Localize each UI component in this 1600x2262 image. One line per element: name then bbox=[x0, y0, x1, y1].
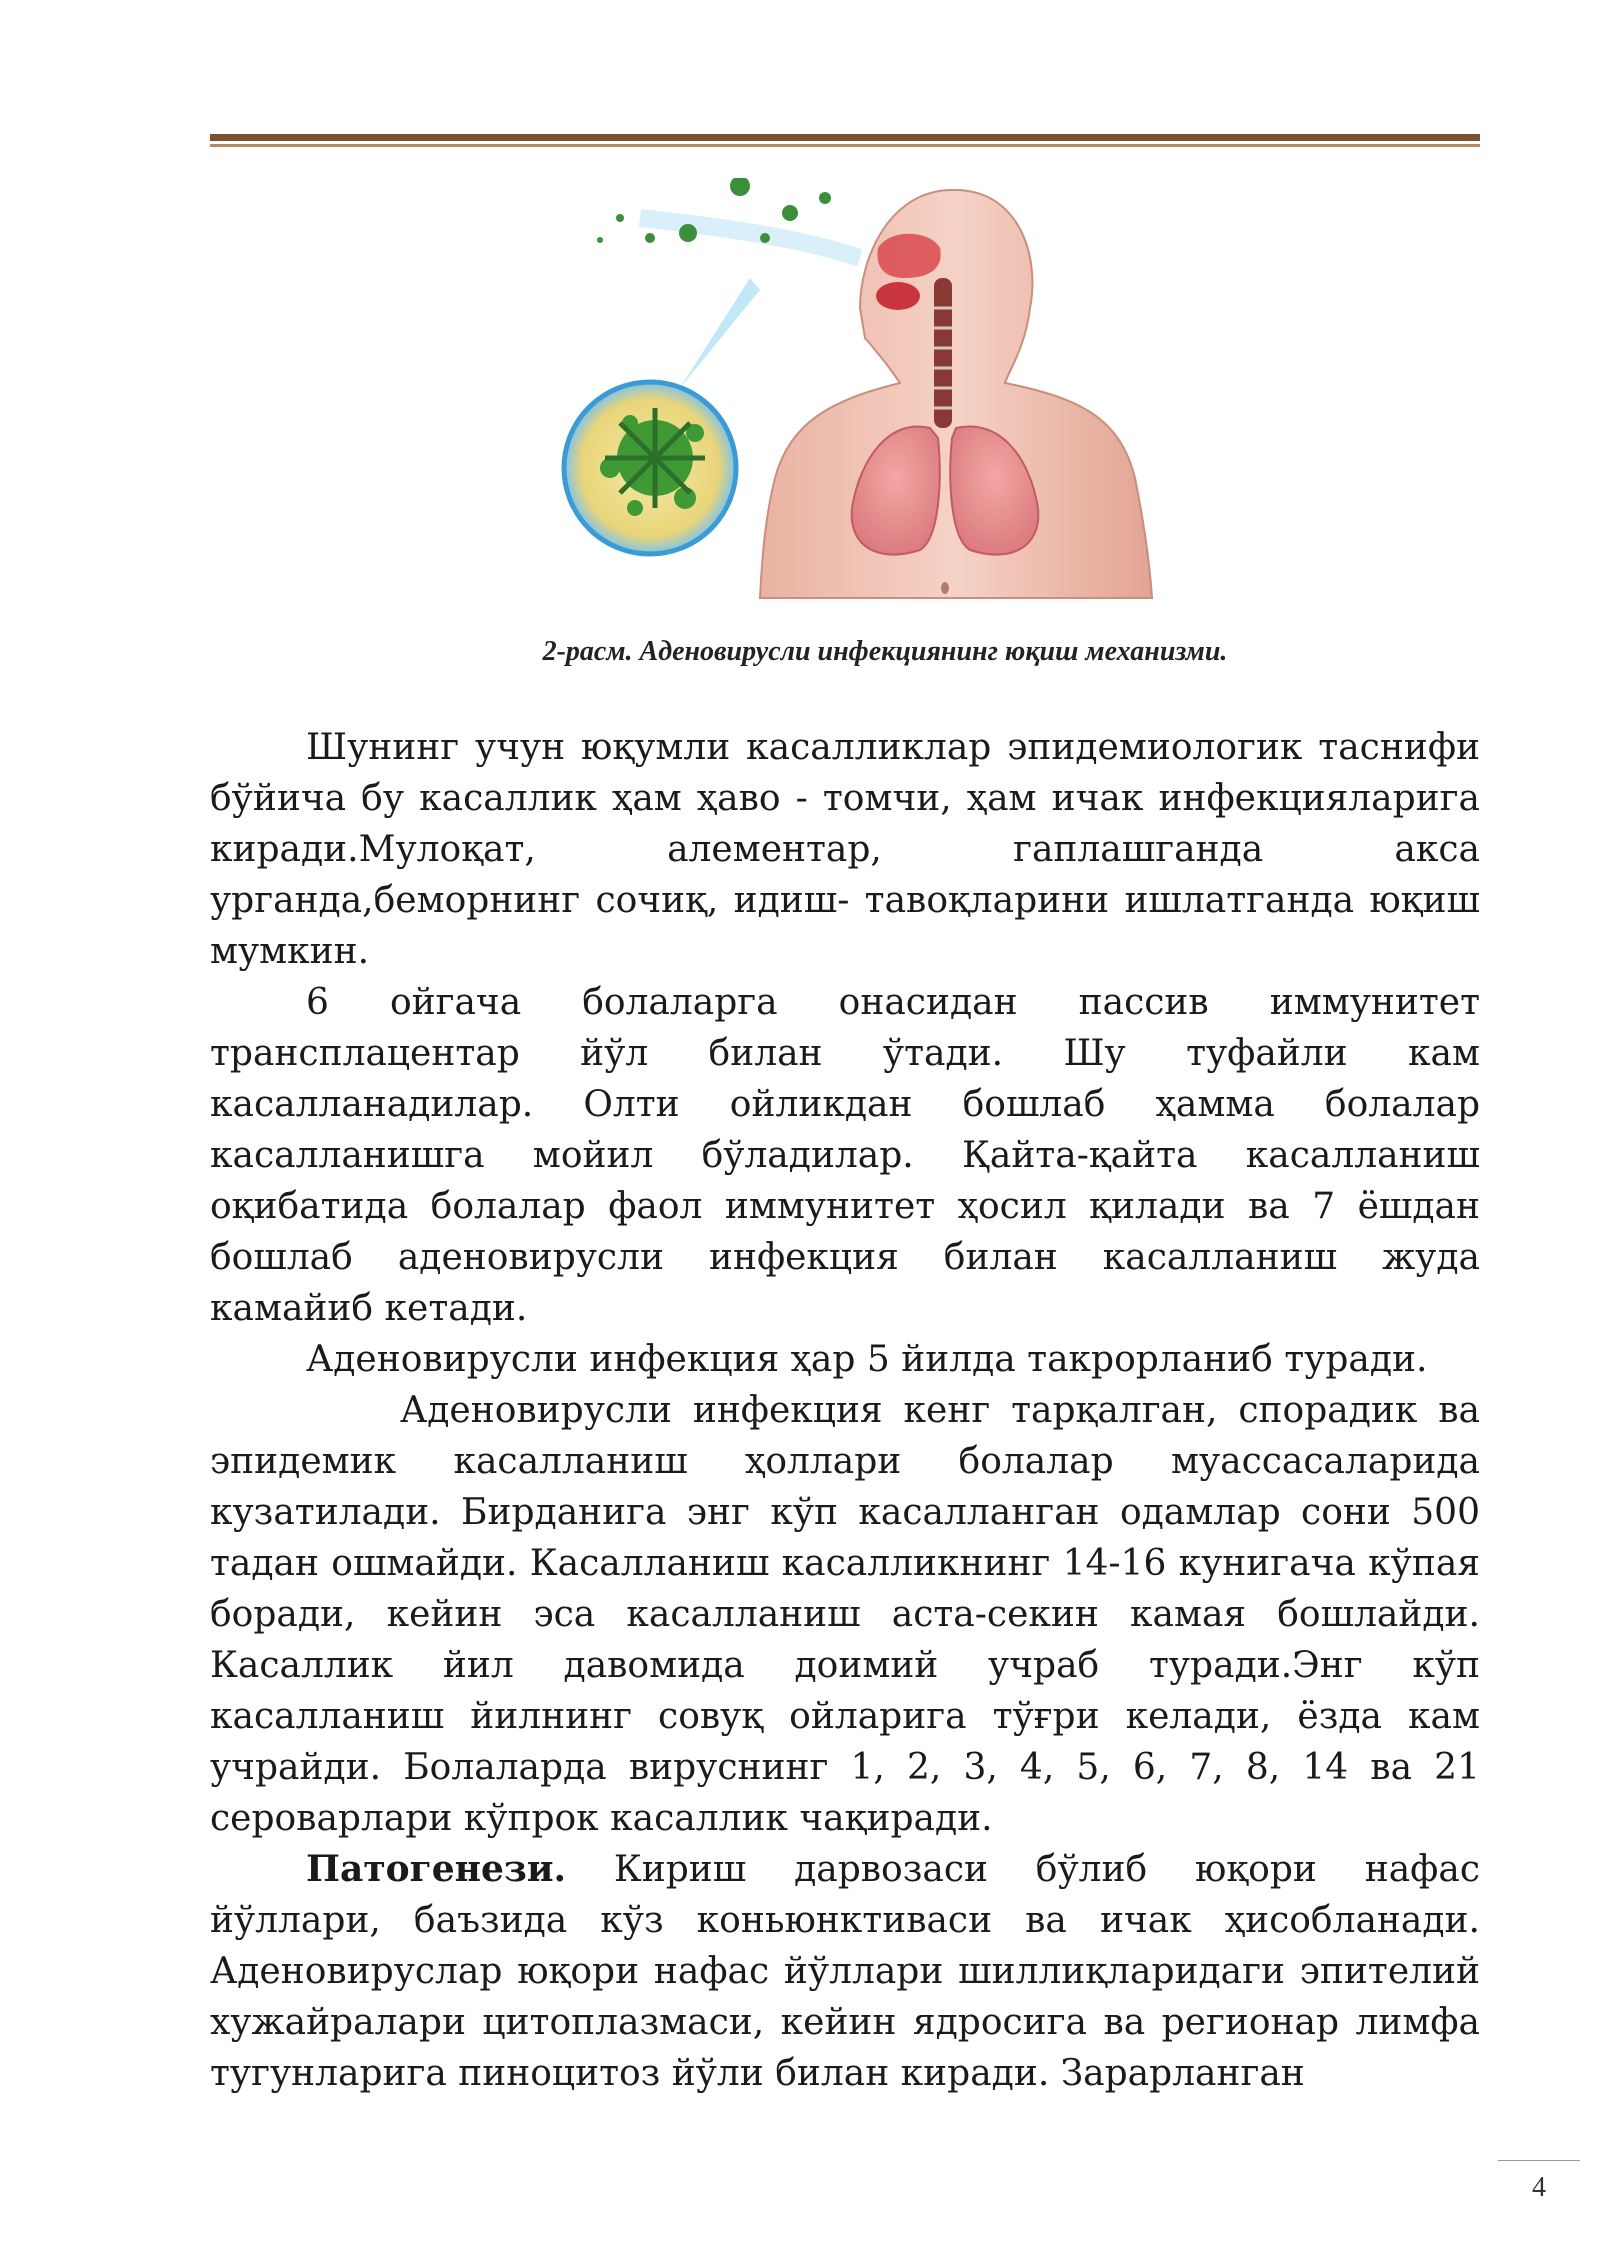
paragraph: 6 ойгача болаларга онасидан пассив иммунитет трансплацентар йўл билан ўтади. Шу туфайли кам касалланадилар. Олти ойликдан бошлаб ҳамма болалар касалланишга мойил бўладилар. Қайта-қайта касалланиш оқибатида болалар фаол иммунитет ҳосил қилади ва 7 ёшдан бошлаб аденовирусли инфекция билан касалланиш жуда камайиб кетади. bbox=[210, 982, 1480, 1329]
paragraph-lead: Патогенези. bbox=[306, 1848, 567, 1890]
page-number-rule bbox=[1498, 2160, 1580, 2161]
paragraph: Шунинг учун юқумли касалликлар эпидемиологик таснифи бўйича бу касаллик ҳам ҳаво - томчи, ҳам ичак инфекцияларига киради.Мулоқат, алементар, гаплашганда акса урганда,беморнинг сочиқ, идиш- тавоқларини ишлатганда юқиш мумкин. bbox=[210, 727, 1480, 972]
paragraph: Аденовирусли инфекция ҳар 5 йилда такрорланиб туради. bbox=[306, 1339, 1428, 1380]
paragraph-text: Кириш дарвозаси бўлиб юқори нафас йўллари, баъзида кўз коньюнктиваси ва ичак ҳисобланади. Аденовируслар юқори нафас йўллари шиллиқларидаги эпителий хужайралари цитоплазмаси, кейин ядросига ва регионар лимфа тугунларига пиноцитоз йўли билан киради. Зарарланган bbox=[210, 1849, 1480, 2094]
paragraph bbox=[210, 1844, 1480, 2099]
respiratory-system-virus-icon bbox=[560, 178, 1180, 600]
page-number: 4 bbox=[1532, 2172, 1546, 2203]
body-text bbox=[210, 722, 1480, 2099]
header-rule bbox=[210, 134, 1480, 147]
paragraph: Аденовирусли инфекция кенг тарқалган, спорадик ва эпидемик касалланиш ҳоллари болалар муассасаларида кузатилади. Бирданига энг кўп касалланган одамлар сони 500 тадан ошмайди. Касалланиш касалликнинг 14-16 кунигача кўпая боради, кейин эса касалланиш аста-секин камая бошлайди. Касаллик йил давомида доимий учраб туради.Энг кўп касалланиш йилнинг совуқ ойларига тўғри келади, ёзда кам учрайди. Болаларда вируснинг 1, 2, 3, 4, 5, 6, 7, 8, 14 ва 21 сероварлари кўпрок касаллик чақиради. bbox=[210, 1390, 1480, 1839]
figure-caption: 2-расм. Аденовирусли инфекциянинг юқиш механизми. bbox=[542, 636, 1228, 667]
